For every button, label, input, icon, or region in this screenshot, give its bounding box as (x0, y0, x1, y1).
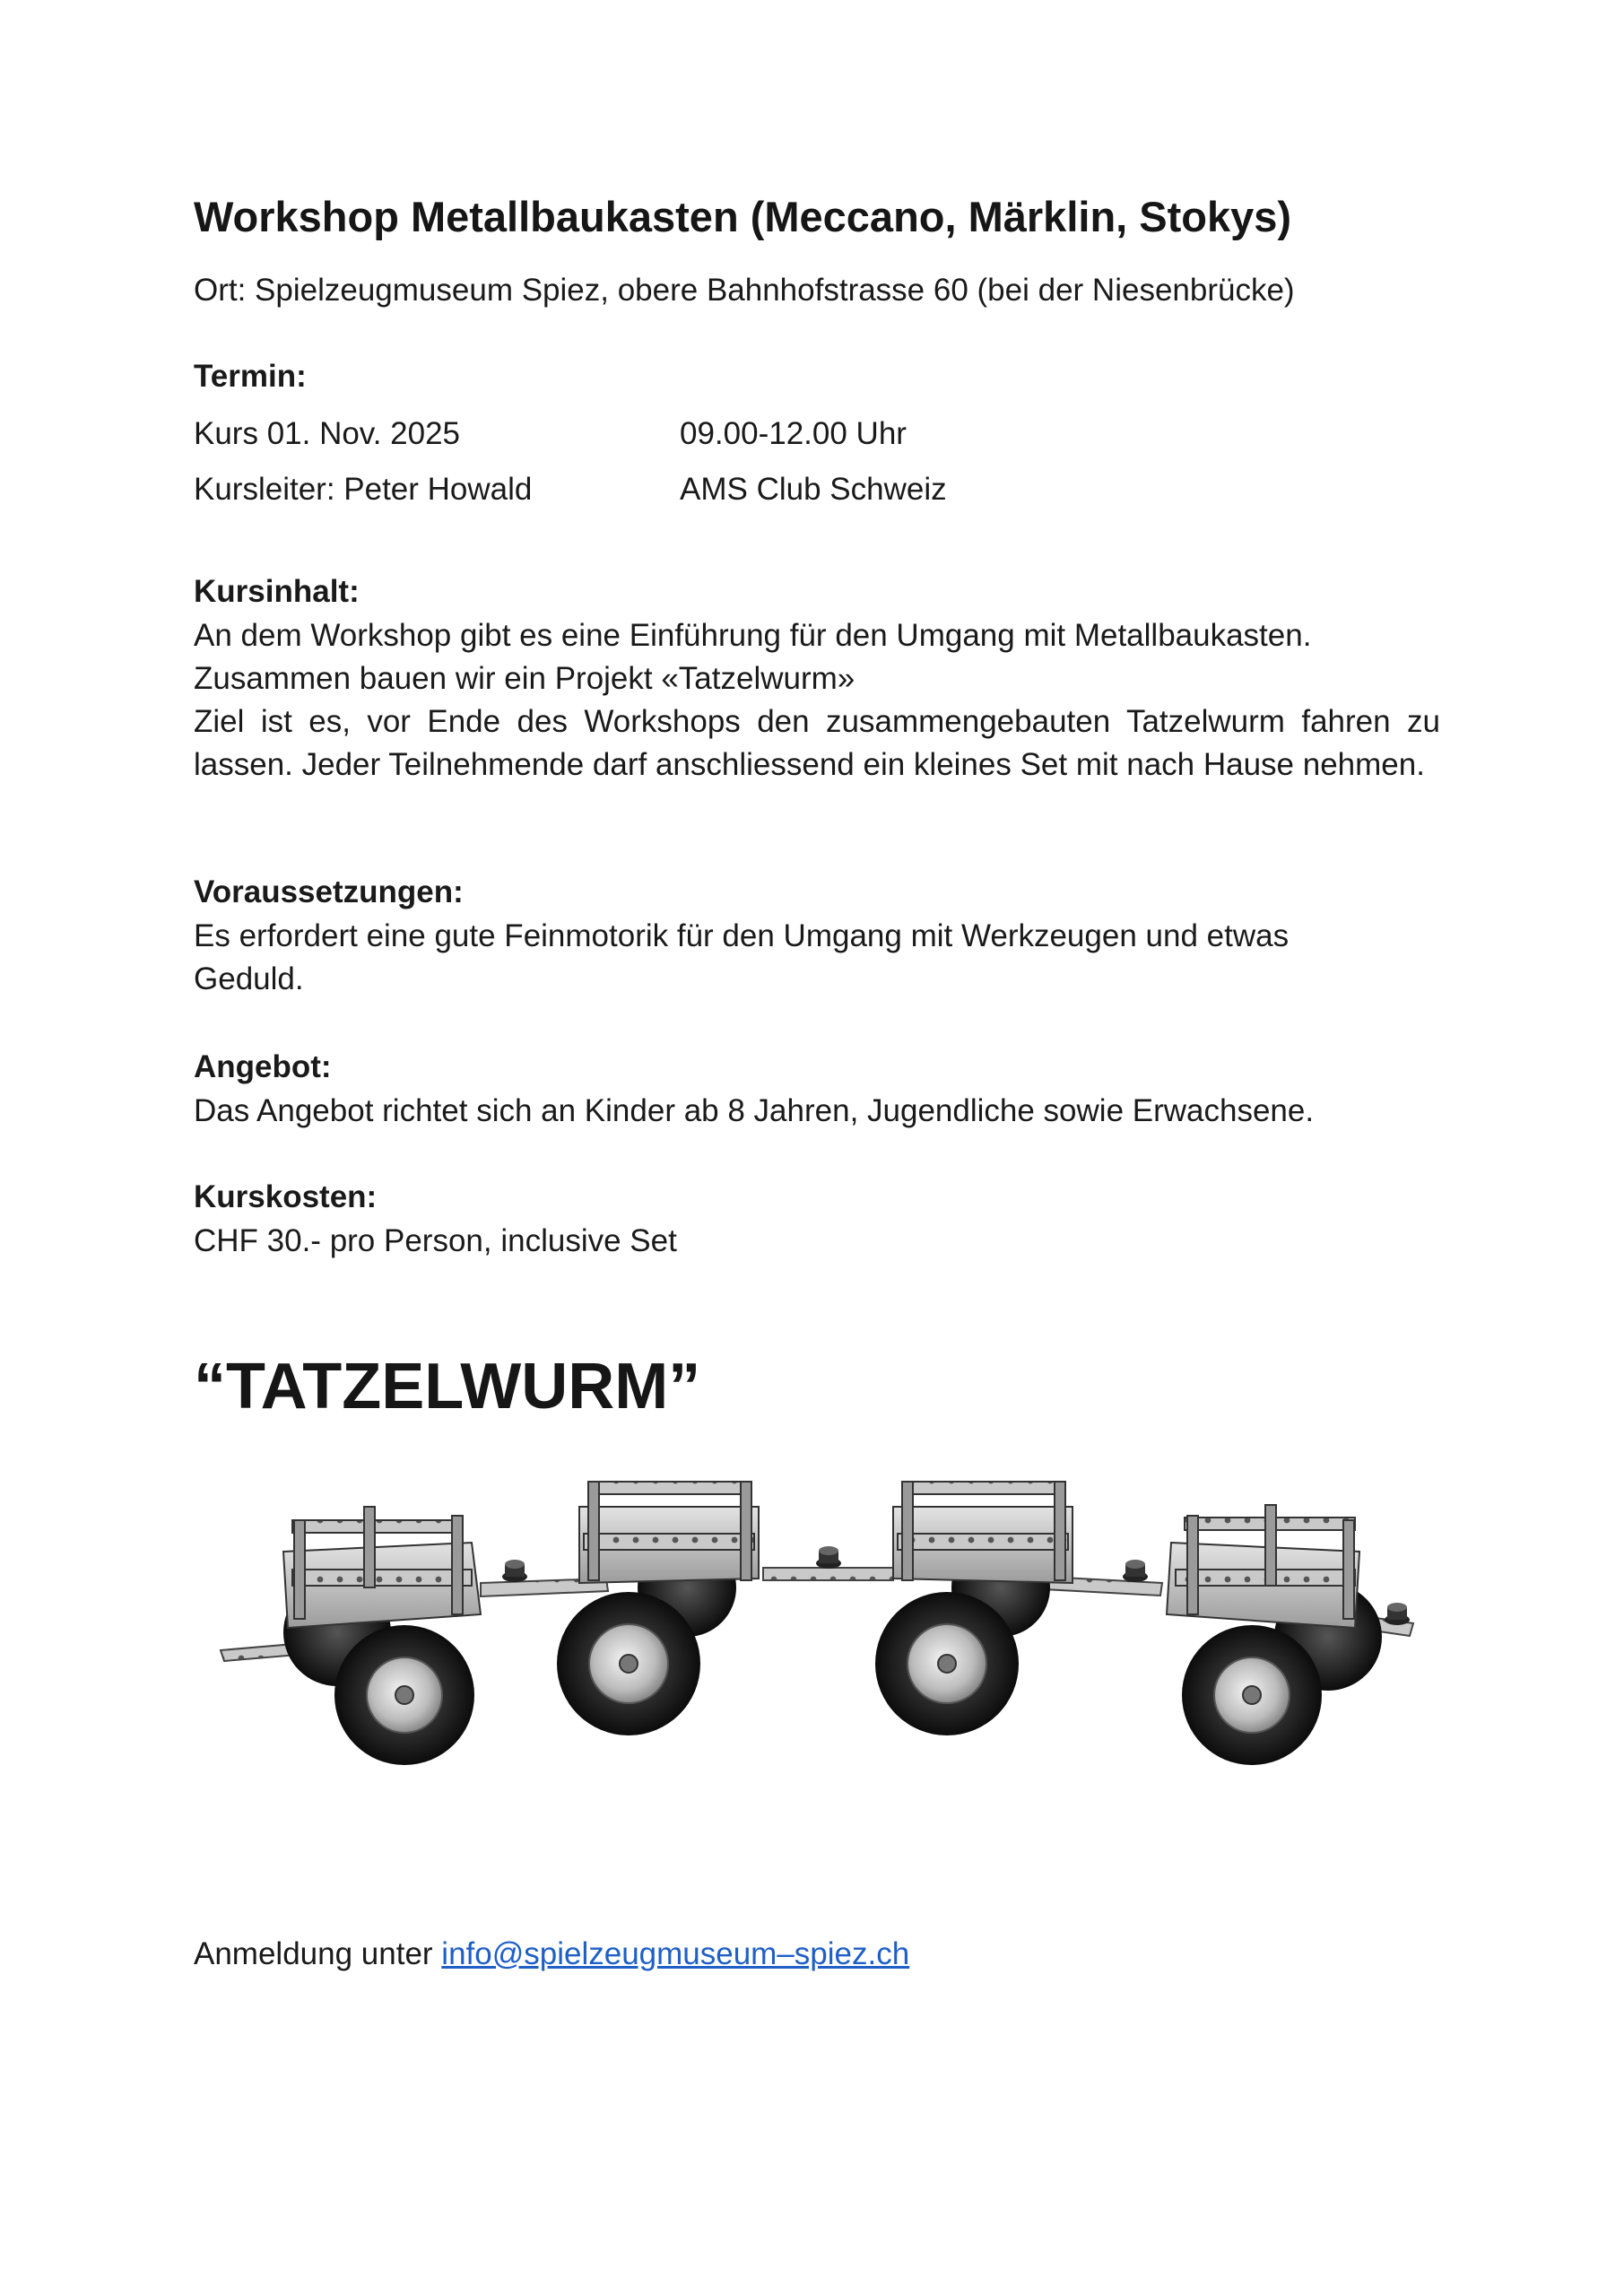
offer-heading: Angebot: (194, 1049, 332, 1084)
content-paragraph: Ziel ist es, vor Ende des Workshops den zusammengebauten Tatzelwurm fahren zu lassen. Jeder Teilnehmende darf anschliessend ein kleines Set mit nach Hause nehmen. (194, 704, 1440, 782)
location-line: Ort: Spielzeugmuseum Spiez, obere Bahnhofstrasse 60 (bei der Niesenbrücke) (194, 273, 1295, 308)
course-club: AMS Club Schweiz (680, 472, 947, 507)
content-line-1: An dem Workshop gibt es eine Einführung für den Umgang mit Metallbaukasten. (194, 618, 1312, 653)
car-4 (1167, 1505, 1382, 1765)
registration-prefix: Anmeldung unter (194, 1936, 442, 1971)
car-1 (283, 1507, 481, 1765)
course-date: Kurs 01. Nov. 2025 (194, 416, 461, 451)
costs-heading: Kurskosten: (194, 1179, 378, 1214)
requirements-heading: Voraussetzungen: (194, 874, 464, 909)
car-2 (557, 1482, 759, 1735)
registration-email-link[interactable]: info@spielzeugmuseum–spiez.ch (441, 1936, 910, 1971)
page-title: Workshop Metallbaukasten (Meccano, Märklin, Stokys) (194, 193, 1292, 240)
content-heading: Kursinhalt: (194, 574, 360, 609)
offer-text: Das Angebot richtet sich an Kinder ab 8 Jahren, Jugendliche sowie Erwachsene. (194, 1093, 1315, 1128)
costs-text: CHF 30.- pro Person, inclusive Set (194, 1223, 677, 1258)
tatzelwurm-illustration (212, 1471, 1440, 1812)
schedule-heading: Termin: (194, 359, 307, 394)
requirements-text: Es erfordert eine gute Feinmotorik für den Umgang mit Werkzeugen und etwas Geduld. (194, 918, 1290, 996)
project-title: “TATZELWURM” (194, 1351, 701, 1422)
course-leader: Kursleiter: Peter Howald (194, 472, 533, 507)
car-3 (875, 1482, 1073, 1735)
registration-line (194, 1933, 909, 1976)
content-line-2: Zusammen bauen wir ein Projekt «Tatzelwurm» (194, 661, 855, 696)
course-time: 09.00-12.00 Uhr (680, 416, 907, 451)
